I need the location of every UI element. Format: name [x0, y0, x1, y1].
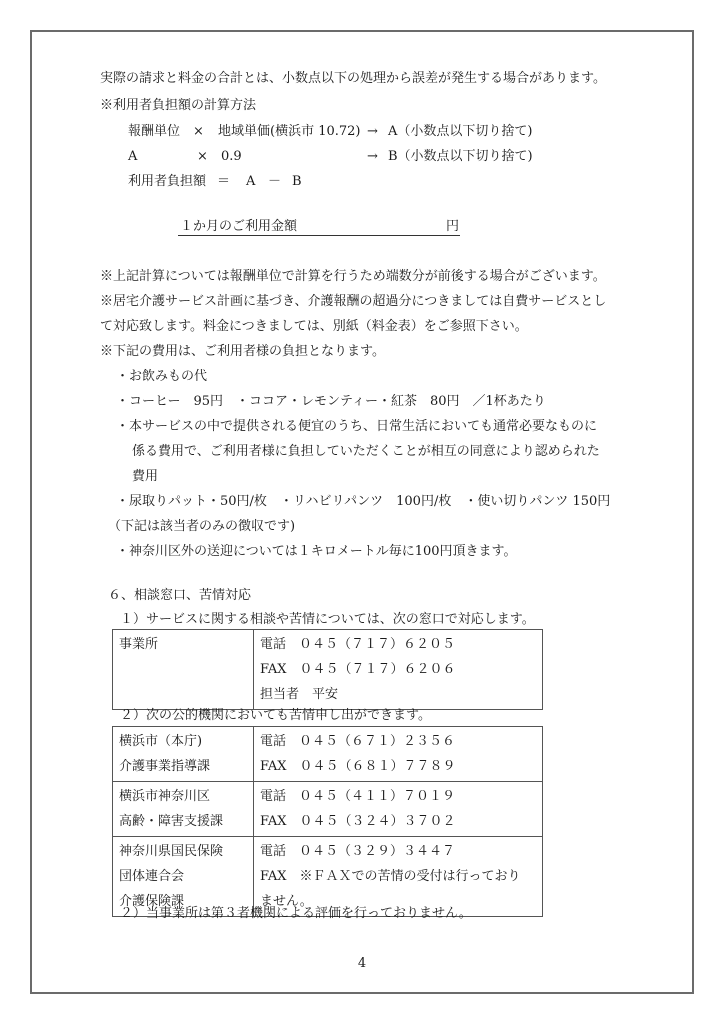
section6-title: ６、相談窓口、苦情対応: [108, 588, 252, 603]
bullet-convenience-a: ・本サービスの中で提供される便宜のうち、日常生活においても通常必要なものに: [116, 419, 598, 434]
office-person: 担当者 平安: [260, 687, 339, 702]
calc-row2-b: 0.9: [221, 149, 242, 164]
calc-row2-op: ×: [197, 149, 208, 164]
calc-row2-c: B（小数点以下切り捨て): [388, 149, 533, 164]
office-contact-cell: [254, 630, 543, 710]
bullet-supplies: ・尿取りパット・50円/枚 ・リハビリパンツ 100円/枚 ・使い切りパンツ 150円: [116, 494, 611, 509]
agency-tel: 電話 ０４５（６７１）２３５６: [260, 734, 456, 749]
calc-row2-a: A: [128, 149, 138, 164]
agency-name-3: 介護保険課: [119, 894, 185, 909]
agency-name-2: 介護事業指導課: [119, 759, 211, 774]
calc-row3-op2: －: [268, 174, 282, 189]
office-name: 事業所: [119, 637, 159, 652]
agency-row: [113, 782, 543, 837]
calc-row3-op: ＝: [217, 174, 231, 189]
calc-row1-a: 報酬単位: [128, 124, 181, 139]
calc-row3-b: A: [246, 174, 256, 189]
bullet-transport: ・神奈川区外の送迎については１キロメートル毎に100円頂きます。: [116, 544, 517, 559]
monthly-underline: [178, 235, 460, 236]
note-2a: ※居宅介護サービス計画に基づき、介護報酬の超過分につきましては自費サービスとし: [100, 294, 607, 309]
calc-row2-arrow: →: [367, 149, 378, 164]
agency-tel: 電話 ０４５（４１１）７０１９: [260, 789, 456, 804]
agency-table: [112, 726, 543, 917]
agency-row: [113, 727, 543, 782]
monthly-unit: 円: [446, 219, 460, 234]
office-tel: 電話 ０４５（７１７）６２０５: [260, 637, 456, 652]
calc-intro: 実際の請求と料金の合計とは、小数点以下の処理から誤差が発生する場合があります。: [100, 71, 606, 86]
note-1: ※上記計算については報酬単位で計算を行うため端数分が前後する場合がございます。: [100, 269, 606, 284]
agency-tel: 電話 ０４５（３２９）３４４７: [260, 844, 456, 859]
section6-sub1: １）サービスに関する相談や苦情については、次の窓口で対応します。: [120, 612, 535, 627]
section6-sub2: ２）次の公的機関においても苦情申し出ができます。: [120, 708, 431, 723]
agency-name-1: 横浜市神奈川区: [119, 789, 211, 804]
calc-row3-c: B: [292, 174, 302, 189]
agency-fax: FAX ※ＦＡＸでの苦情の受付は行っており: [260, 869, 521, 884]
agency-fax: FAX ０４５（３２４）３７０２: [260, 814, 456, 829]
bullet-convenience-c: 費用: [132, 469, 159, 484]
calc-row1-arrow: →: [367, 124, 378, 139]
bullet-drinks: ・お飲みもの代: [116, 369, 208, 384]
monthly-label: １か月のご利用金額: [180, 219, 298, 234]
page-number: 4: [357, 956, 367, 971]
agency-name-2: 高齢・障害支援課: [119, 814, 224, 829]
note-2b: て対応致します。料金につきましては、別紙（料金表）をご参照下さい。: [100, 319, 528, 334]
bullet-convenience-b: 係る費用で、ご利用者様に負担していただくことが相互の同意により認められた: [132, 444, 600, 459]
office-name-cell: [113, 630, 254, 710]
office-fax: FAX ０４５（７１７）６２０６: [260, 662, 456, 677]
calc-row1-op: ×: [193, 124, 204, 139]
agency-fax: FAX ０４５（６８１）７７８９: [260, 759, 456, 774]
calc-heading: ※利用者負担額の計算方法: [100, 98, 257, 113]
agency-name-2: 団体連合会: [119, 869, 185, 884]
agency-fax-note: ません。: [260, 894, 313, 909]
agency-row: [113, 837, 543, 917]
agency-name-1: 神奈川県国民保険: [119, 844, 224, 859]
calc-row3-a: 利用者負担額: [128, 174, 207, 189]
bullet-drink-prices: ・コーヒー 95円 ・ココア・レモンティー・紅茶 80円 ／1杯あたり: [116, 394, 546, 409]
note-3: ※下記の費用は、ご利用者様の負担となります。: [100, 344, 385, 359]
office-contact-table: [112, 629, 543, 710]
section6-sub3: ２）当事業所は第３者機関による評価を行っておりません。: [120, 906, 472, 921]
bullet-supplies-note: （下記は該当者のみの徴収です): [108, 519, 296, 534]
agency-name-1: 横浜市（本庁): [119, 734, 203, 749]
calc-row1-b: 地域単価(横浜市 10.72): [218, 124, 361, 139]
calc-row1-c: A（小数点以下切り捨て): [388, 124, 533, 139]
